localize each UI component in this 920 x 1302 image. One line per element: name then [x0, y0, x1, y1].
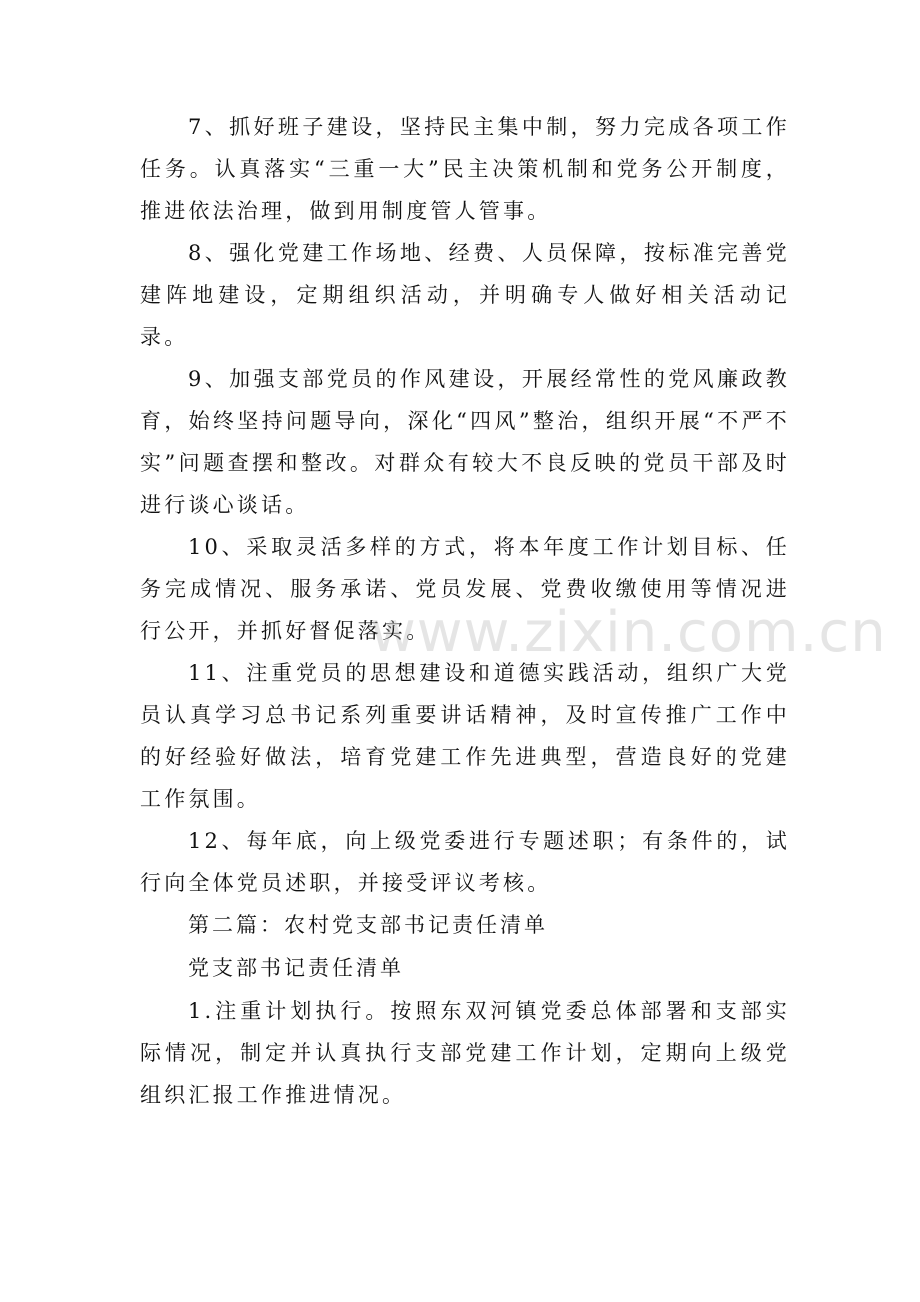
document-body: [140, 106, 790, 1116]
paragraph-item-11: 11、注重党员的思想建设和道德实践活动，组织广大党员认真学习总书记系列重要讲话精神，及时宣传推广工作中的好经验好做法，培育党建工作先进典型，营造良好的党建工作氛围。: [140, 661, 790, 811]
section-subtitle: 党支部书记责任清单: [188, 956, 404, 980]
paragraph-item-7: 7、抓好班子建设，坚持民主集中制，努力完成各项工作任务。认真落实“三重一大”民主决策机制和党务公开制度，推进依法治理，做到用制度管人管事。: [140, 115, 790, 223]
watermark-text: www.zixin.com.cn: [370, 600, 887, 665]
paragraph-item-1: 1.注重计划执行。按照东双河镇党委总体部署和支部实际情况，制定并认真执行支部党建工作计划，定期向上级党组织汇报工作推进情况。: [140, 999, 790, 1107]
paragraph-item-10: 10、采取灵活多样的方式，将本年度工作计划目标、任务完成情况、服务承诺、党员发展、党费收缴使用等情况进行公开，并抓好督促落实。: [140, 535, 790, 643]
paragraph-item-8: 8、强化党建工作场地、经费、人员保障，按标准完善党建阵地建设，定期组织活动，并明确专人做好相关活动记录。: [140, 241, 790, 349]
paragraph-item-12: 12、每年底，向上级党委进行专题述职；有条件的，试行向全体党员述职，并接受评议考核。: [140, 829, 790, 895]
section-title: 第二篇：农村党支部书记责任清单: [188, 913, 548, 937]
paragraph-item-9: 9、加强支部党员的作风建设，开展经常性的党风廉政教育，始终坚持问题导向，深化“四风”整治，组织开展“不严不实”问题查摆和整改。对群众有较大不良反映的党员干部及时进行谈心谈话。: [140, 367, 790, 517]
